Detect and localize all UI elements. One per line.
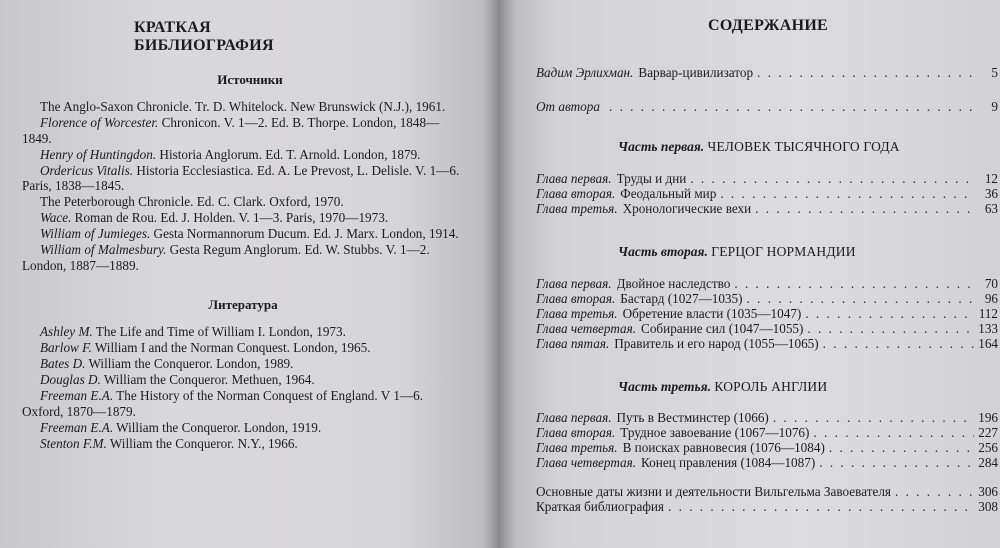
- toc-row: Глава первая. Труды и дни . . . 12: [536, 171, 998, 187]
- source-entry: William of Jumieges. Gesta Normannorum Ducum. Ed. J. Marx. London, 1914.: [40, 226, 459, 241]
- toc-row: Глава первая. Путь в Вестминстер (1066) . . . 196: [536, 410, 998, 426]
- bibliography-title: КРАТКАЯ БИБЛИОГРАФИЯ: [134, 19, 274, 54]
- source-entry: Florence of Worcester. Chronicon. V. 1—2. Ed. B. Thorpe. London, 1848—1849.: [22, 115, 440, 146]
- sources-list: [22, 99, 467, 274]
- literature-heading: Литература: [208, 297, 278, 312]
- part-heading: Часть третья. КОРОЛЬ АНГЛИИ: [618, 379, 828, 394]
- source-entry: The Peterborough Chronicle. Ed. C. Clark. Oxford, 1970.: [40, 194, 344, 209]
- literature-entry: Douglas D. William the Conqueror. Methuen, 1964.: [40, 372, 315, 387]
- part-heading: Часть вторая. ГЕРЦОГ НОРМАНДИИ: [618, 244, 856, 259]
- toc-row: Краткая библиография . . . 308: [536, 499, 998, 515]
- sources-heading: Источники: [217, 72, 283, 87]
- toc-row: Вадим Эрлихман. Варвар-цивилизатор . . . 5: [536, 65, 998, 81]
- source-entry: Henry of Huntingdon. Historia Anglorum. Ed. T. Arnold. London, 1879.: [40, 146, 421, 162]
- toc-row: Глава вторая. Феодальный мир . . . 36: [536, 186, 998, 202]
- toc-row: Глава четвертая. Конец правления (1084—1087) . . . 284: [536, 455, 998, 471]
- toc-row: Глава третья. Хронологические вехи . . . 63: [536, 201, 998, 217]
- literature-entry: Freeman E.A. William the Conqueror. London, 1919.: [40, 419, 322, 435]
- source-entry: The Anglo-Saxon Chronicle. Tr. D. Whitelock. New Brunswick (N.J.), 1961.: [40, 99, 446, 114]
- toc-row: От автора . . . 9: [536, 99, 998, 115]
- literature-list: [22, 324, 467, 452]
- source-entry: Wace. Roman de Rou. Ed. J. Holden. V. 1—3. Paris, 1970—1973.: [40, 210, 389, 225]
- toc-row: Глава пятая. Правитель и его народ (1055—1065) . . . 164: [536, 336, 998, 352]
- source-entry: William of Malmesbury. Gesta Regum Anglorum. Ed. W. Stubbs. V. 1—2. London, 1887—1889.: [22, 242, 430, 273]
- toc-row: Глава вторая. Трудное завоевание (1067—1076) . . . 227: [536, 425, 998, 441]
- toc-row: Глава четвертая. Собирание сил (1047—1055) . . . 133: [536, 321, 998, 337]
- literature-entry: Bates D. William the Conqueror. London, 1989.: [40, 356, 294, 371]
- toc-row: Основные даты жизни и деятельности Вильгельма Завоевателя . . . 306: [536, 484, 998, 500]
- literature-entry: Freeman E.A. The History of the Norman Conquest of England. V 1—6. Oxford, 1870—1879.: [22, 388, 423, 419]
- toc-row: Глава вторая. Бастард (1027—1035) . . . 96: [536, 291, 998, 307]
- literature-entry: Barlow F. William I and the Norman Conquest. London, 1965.: [40, 340, 371, 355]
- contents-title: СОДЕРЖАНИЕ: [708, 17, 829, 34]
- source-entry: Ordericus Vitalis. Historia Ecclesiastica. Ed. A. Le Prevost, L. Delisle. V. 1—6. Paris, 1838—1845.: [22, 162, 460, 193]
- book-gutter: [482, 0, 516, 548]
- right-page-contents: [498, 0, 1000, 548]
- literature-entry: Stenton F.M. William the Conqueror. N.Y., 1966.: [40, 435, 298, 451]
- toc-row: Глава третья. Обретение власти (1035—1047) . . . 112: [536, 306, 998, 322]
- toc-row: Глава первая. Двойное наследство . . . 70: [536, 276, 998, 292]
- left-page-bibliography: [0, 0, 498, 548]
- part-heading: Часть первая. ЧЕЛОВЕК ТЫСЯЧНОГО ГОДА: [618, 139, 900, 154]
- literature-entry: Ashley M. The Life and Time of William I. London, 1973.: [40, 324, 346, 339]
- toc-row: Глава третья. В поисках равновесия (1076—1084) . . . 256: [536, 440, 998, 456]
